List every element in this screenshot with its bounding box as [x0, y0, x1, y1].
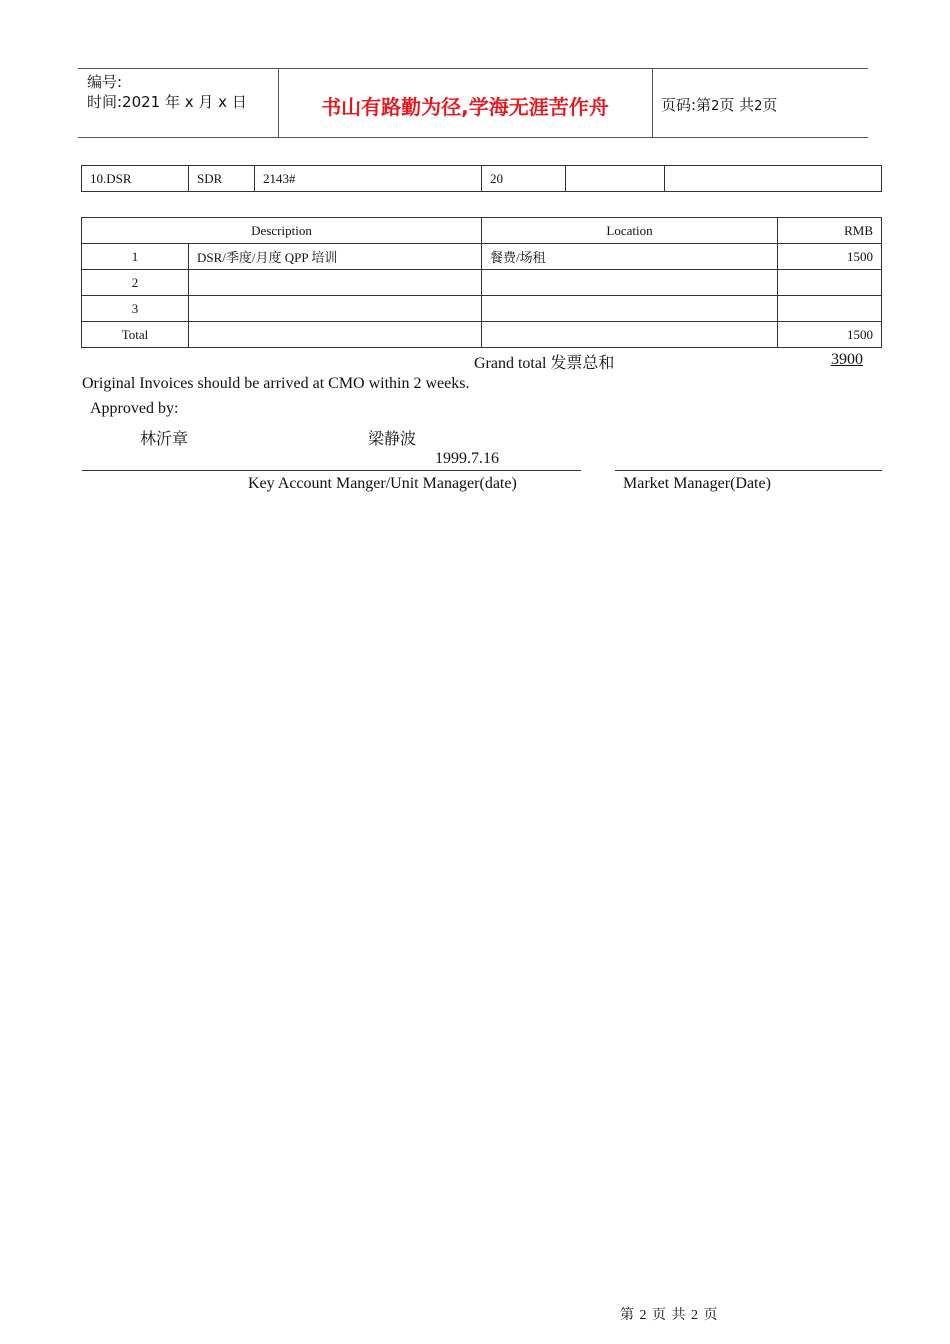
footer-mid: 页 共 — [652, 1308, 687, 1323]
doc-time-label: 时间:2021 年 x 月 x 日 — [87, 93, 247, 111]
signature-date: 1999.7.16 — [435, 450, 499, 467]
signature-line-key-account — [82, 470, 581, 471]
row-rmb — [778, 270, 882, 296]
table-row — [82, 244, 882, 270]
row-number: 1 — [82, 244, 189, 270]
header-motto: 书山有路勤为径,学海无涯苦作舟 — [321, 95, 609, 119]
market-manager-label: Market Manager(Date) — [623, 475, 771, 492]
total-rmb: 1500 — [778, 322, 882, 348]
table-cell: SDR — [189, 166, 255, 192]
table-cell: 20 — [482, 166, 566, 192]
header-page-indicator — [661, 94, 777, 115]
table-cell: 10.DSR — [82, 166, 189, 192]
header-middle-cell — [278, 69, 653, 137]
table-header-row — [82, 218, 882, 244]
doc-number-label: 编号: — [87, 73, 123, 91]
page-suffix: 页 — [762, 96, 778, 114]
column-header-description: Description — [82, 218, 482, 244]
key-account-manager-label: Key Account Manger/Unit Manager(date) — [248, 475, 517, 492]
row-description — [189, 296, 482, 322]
invoice-note: Original Invoices should be arrived at CMO within 2 weeks. — [82, 375, 470, 392]
footer-suffix: 页 — [703, 1308, 719, 1323]
page-total: 2 — [754, 99, 763, 114]
row-rmb — [778, 296, 882, 322]
footer-page: 2 — [639, 1308, 648, 1323]
column-header-location: Location — [482, 218, 778, 244]
total-label: Total — [82, 322, 189, 348]
row-description: DSR/季度/月度 QPP 培训 — [189, 244, 482, 270]
table-cell: 2143# — [255, 166, 482, 192]
signature-line-market — [615, 470, 882, 471]
page-mid: 页 共 — [719, 96, 755, 114]
footer-total: 2 — [691, 1308, 699, 1323]
page-number: 2 — [711, 99, 720, 114]
table-row — [82, 270, 882, 296]
item-row-table — [81, 165, 882, 192]
table-total-row — [82, 322, 882, 348]
document-header — [78, 68, 868, 138]
page-footer — [620, 1304, 719, 1324]
table-cell — [665, 166, 882, 192]
table-cell — [566, 166, 665, 192]
row-rmb: 1500 — [778, 244, 882, 270]
total-location — [482, 322, 778, 348]
grand-total-label: Grand total 发票总和 — [474, 355, 615, 372]
approved-by-label: Approved by: — [90, 400, 179, 417]
row-description — [189, 270, 482, 296]
grand-total-value: 3900 — [831, 351, 863, 368]
footer-prefix: 第 — [620, 1308, 635, 1323]
table-row — [82, 296, 882, 322]
expense-table — [81, 217, 882, 348]
total-description — [189, 322, 482, 348]
header-right-cell — [653, 69, 868, 137]
row-location — [482, 296, 778, 322]
table-row — [82, 166, 882, 192]
signer-name-1: 林沂章 — [140, 431, 189, 448]
column-header-rmb: RMB — [778, 218, 882, 244]
row-number: 2 — [82, 270, 189, 296]
header-left-cell — [78, 69, 279, 137]
signer-name-2: 梁静波 — [368, 431, 417, 448]
page-prefix: 页码:第 — [661, 96, 712, 114]
row-location: 餐费/场租 — [482, 244, 778, 270]
row-location — [482, 270, 778, 296]
row-number: 3 — [82, 296, 189, 322]
